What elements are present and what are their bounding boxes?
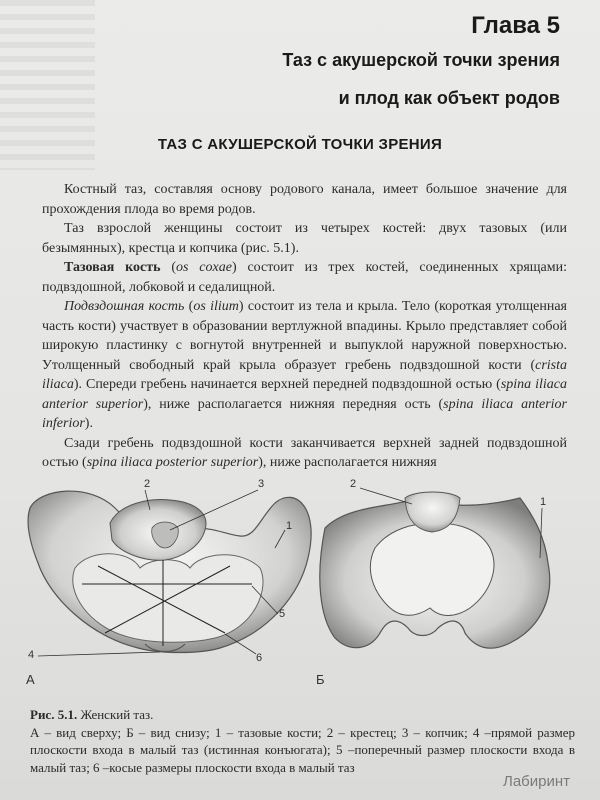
caption-body: А – вид сверху; Б – вид снизу; 1 – тазовые кости; 2 – крестец; 3 – копчик; 4 –прямой размер плоскости входа в малый таз (истинная конъюгата); 5 –поперечный размер плоскости входа в малый таз; 6 –косые размеры плоскости входа в малый таз [30, 724, 575, 775]
latin-term: spina iliaca anterior inferior [42, 396, 567, 431]
paragraph-3 [42, 258, 567, 297]
text-run: ). Спереди гребень начинается верхней передней подвздошной остью ( [73, 377, 501, 392]
paragraph-2: Таз взрослой женщины состоит из четырех костей: двух тазовых (или безымянных), крестца и копчика (рис. 5.1). [42, 221, 567, 256]
leader-line [360, 488, 412, 504]
latin-term: os ilium [193, 299, 239, 314]
chapter-title-line-2: и плод как объект родов [338, 88, 560, 108]
paragraph-1: Костный таз, составляя основу родового канала, имеет большое значение для прохождения плода во время родов. [42, 182, 567, 217]
label-b-2: 2 [350, 478, 357, 490]
paragraph-5 [42, 434, 567, 473]
label-a-1: 1 [286, 520, 293, 532]
label-a-3: 3 [258, 478, 265, 490]
chapter-number: Глава 5 [471, 12, 560, 39]
chapter-title-line-1: Таз с акушерской точки зрения [282, 50, 560, 70]
leader-line [38, 652, 160, 656]
latin-term: spina iliaca posterior superior [86, 455, 259, 470]
term-os-coxae: Тазовая кость [64, 260, 161, 275]
figure-caption [30, 706, 575, 776]
label-a-4: 4 [28, 649, 35, 661]
label-a-5: 5 [279, 608, 286, 620]
latin-term: crista iliaca [42, 357, 567, 392]
pelvis-bottom-view [320, 488, 550, 648]
pelvis-illustration [20, 468, 590, 698]
term-os-ilium: Подвздошная кость [64, 299, 185, 314]
text-run: ). [84, 416, 93, 431]
label-a-2: 2 [144, 478, 151, 490]
pelvis-figure [20, 468, 590, 698]
section-heading: ТАЗ С АКУШЕРСКОЙ ТОЧКИ ЗРЕНИЯ [157, 136, 443, 153]
panel-label-a: А [26, 672, 35, 687]
caption-title: Рис. 5.1. [30, 707, 78, 722]
panel-label-b: Б [316, 672, 325, 687]
paragraph-4 [42, 297, 567, 434]
text-run: ) состоит из тела и крыла. Тело (короткая утолщенная часть кости) участвует в образовании вертлужной впадины. Крыло представляет собой широкую пластинку с вогнутой внутренней и выпуклой наружной поверхностью. Утолщенный свободный край крыла образует гребень подвздошной кости ( [42, 299, 567, 373]
label-b-1: 1 [540, 496, 547, 508]
pelvis-top-view [28, 490, 311, 656]
text-run: ) состоит из трех костей, соединенных хрящами: подвздошной, лобковой и седалищной. [42, 260, 568, 295]
latin-term: spina iliaca anterior superior [42, 377, 567, 412]
text-run: Сзади гребень подвздошной кости заканчивается верхней задней подвздошной остью ( [42, 435, 567, 470]
body-text [42, 180, 567, 473]
label-a-6: 6 [256, 652, 263, 664]
caption-title-rest: Женский таз. [77, 707, 154, 722]
text-run: ( [184, 299, 194, 314]
text-run: ), ниже располагается нижняя [258, 455, 437, 470]
latin-term: os coxae [176, 260, 232, 275]
text-run: ), ниже располагается нижняя передняя ость ( [143, 396, 444, 412]
pelvic-outlet-shape [370, 523, 494, 616]
watermark-logo: Лабиринт [502, 773, 570, 790]
text-run: ( [160, 260, 177, 275]
